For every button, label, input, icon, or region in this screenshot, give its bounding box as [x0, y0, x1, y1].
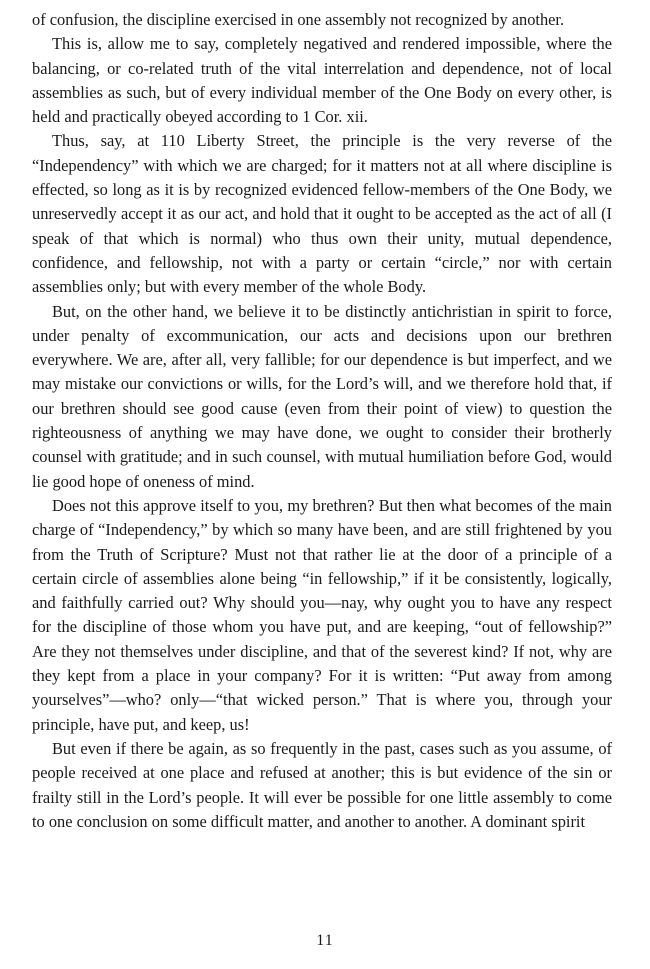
paragraph: But even if there be again, as so frequently in the past, cases such as you assume, of people received at one place and refused at another; this is but evidence of the sin or frailty still in the Lord’s people. It will ever be possible for one little assembly to come to one conclusion on some difficult matter, and another to another. A dominant spirit: [32, 738, 612, 831]
paragraph: Does not this approve itself to you, my brethren? But then what becomes of the main charge of “Independency,” by which so many have been, and are still frightened by you from the Truth of Scripture? Must not that rather lie at the door of a principle of a certain circle of assemblies alone being “in fellowship,” if it be consistently, logically, and faithfully carried out? Why should you—nay, why ought you to have any respect for the discipline of those whom you have put, and are keeping, “out of fellowship?” Are they not themselves under discipline, and that of the severest kind? If not, why are they kept from a place in your company? For it is written: “Put away from among yourselves”—who? only—“that wicked person.” That is where you, through your principle, have put, and keep, us!: [32, 495, 612, 734]
paragraph: Thus, say, at 110 Liberty Street, the principle is the very reverse of the “Independency” with which we are charged; for it matters not at all where discipline is effected, so long as it is by recognized evidenced fellow-members of the One Body, we unreservedly accept it as our act, and hold that it ought to be accepted as the act of all (I speak of that which is normal) who thus own their unity, mutual dependence, confidence, and fellowship, not with a party or certain “circle,” nor with certain assemblies only; but with every member of the whole Body.: [32, 131, 612, 297]
page-number: 11: [316, 932, 334, 949]
paragraph-continuation: of confusion, the discipline exercised in one assembly not recognized by another.: [32, 10, 565, 29]
page-body: [32, 8, 612, 834]
paragraph: But, on the other hand, we believe it to be distinctly antichristian in spirit to force, under penalty of excommunication, our acts and decisions upon our brethren everywhere. We are, after all, very fallible; for our dependence is but imperfect, and we may mistake our convictions or wills, for the Lord’s will, and we therefore hold that, if our brethren should see good cause (even from their point of view) to question the righteousness of anything we may have done, we ought to consider their brotherly counsel with gratitude; and in such counsel, with mutual humiliation before God, would lie good hope of oneness of mind.: [32, 301, 612, 491]
paragraph: This is, allow me to say, completely negatived and rendered impossible, where the balancing, or co-related truth of the vital interrelation and dependence, not of local assemblies as such, but of every individual member of the One Body on every other, is held and practically obeyed according to 1 Cor. xii.: [32, 34, 612, 127]
